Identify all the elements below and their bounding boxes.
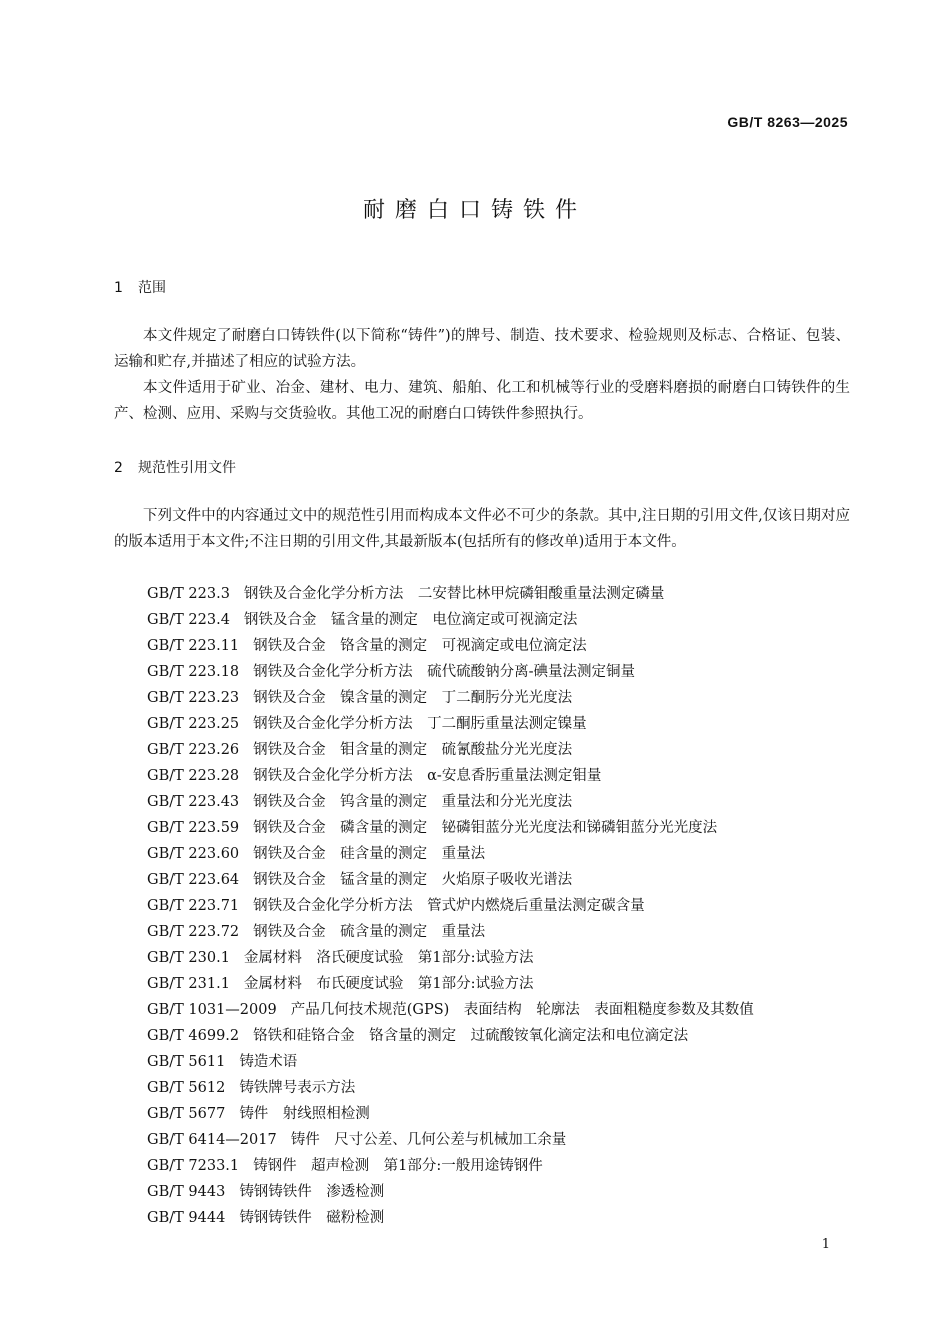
reference-title: 铸件 射线照相检测 [239,1106,370,1122]
reference-item [147,945,857,971]
reference-code: GB/T 223.26 [147,742,240,758]
reference-title: 铸钢铸铁件 磁粉检测 [239,1210,385,1226]
reference-title: 金属材料 洛氏硬度试验 第1部分:试验方法 [243,950,534,966]
reference-code: GB/T 7233.1 [147,1158,240,1174]
reference-code: GB/T 4699.2 [147,1028,240,1044]
reference-title: 钢铁及合金 硫含量的测定 重量法 [253,924,486,940]
reference-code: GB/T 223.43 [147,794,240,810]
reference-code: GB/T 223.18 [147,664,240,680]
reference-item [147,919,857,945]
section-title: 范围 [138,280,166,296]
reference-code: GB/T 5612 [147,1080,226,1096]
reference-title: 产品几何技术规范(GPS) 表面结构 轮廓法 表面粗糙度参数及其数值 [290,1002,754,1018]
reference-title: 铸钢铸铁件 渗透检测 [239,1184,385,1200]
reference-item [147,1179,857,1205]
reference-item [147,1127,857,1153]
reference-list [147,581,857,1231]
reference-code: GB/T 5677 [147,1106,226,1122]
reference-item [147,893,857,919]
reference-item [147,763,857,789]
reference-title: 钢铁及合金 镍含量的测定 丁二酮肟分光光度法 [253,690,573,706]
reference-title: 钢铁及合金化学分析方法 管式炉内燃烧后重量法测定碳含量 [253,898,645,914]
section-number: 1 [114,280,123,296]
reference-code: GB/T 223.28 [147,768,240,784]
reference-title: 钢铁及合金化学分析方法 丁二酮肟重量法测定镍量 [253,716,587,732]
reference-item [147,633,857,659]
reference-code: GB/T 223.23 [147,690,240,706]
reference-title: 钢铁及合金 硅含量的测定 重量法 [253,846,486,862]
reference-code: GB/T 6414—2017 [147,1132,277,1148]
standard-number: GB/T 8263—2025 [727,114,848,130]
section-1-paragraph-2: 本文件适用于矿业、冶金、建材、电力、建筑、船舶、化工和机械等行业的受磨料磨损的耐磨白口铸铁件的生产、检测、应用、采购与交货验收。其他工况的耐磨白口铸铁件参照执行。 [114,380,850,422]
reference-item [147,711,857,737]
reference-title: 铸钢件 超声检测 第1部分:一般用途铸钢件 [253,1158,543,1174]
reference-code: GB/T 223.4 [147,612,230,628]
reference-item [147,1205,857,1231]
reference-code: GB/T 1031—2009 [147,1002,277,1018]
reference-code: GB/T 223.11 [147,638,240,654]
reference-code: GB/T 223.60 [147,846,240,862]
reference-item [147,659,857,685]
reference-title: 钢铁及合金 钼含量的测定 硫氰酸盐分光光度法 [253,742,573,758]
reference-item [147,685,857,711]
section-2-paragraph-1: 下列文件中的内容通过文中的规范性引用而构成本文件必不可少的条款。其中,注日期的引用文件,仅该日期对应的版本适用于本文件;不注日期的引用文件,其最新版本(包括所有的修改单)适用于本文件。 [114,508,850,550]
reference-item [147,789,857,815]
reference-item [147,815,857,841]
reference-code: GB/T 223.71 [147,898,240,914]
section-2-heading [114,457,236,477]
reference-title: 金属材料 布氏硬度试验 第1部分:试验方法 [243,976,534,992]
reference-item [147,607,857,633]
reference-item [147,737,857,763]
section-1-heading [114,277,166,297]
reference-item [147,997,857,1023]
reference-item [147,1075,857,1101]
reference-code: GB/T 223.25 [147,716,240,732]
reference-title: 铬铁和硅铬合金 铬含量的测定 过硫酸铵氧化滴定法和电位滴定法 [253,1028,689,1044]
reference-title: 铸造术语 [239,1054,298,1070]
reference-item [147,581,857,607]
reference-item [147,971,857,997]
reference-code: GB/T 223.72 [147,924,240,940]
reference-item [147,1101,857,1127]
section-title: 规范性引用文件 [138,460,236,476]
reference-title: 钢铁及合金 铬含量的测定 可视滴定或电位滴定法 [253,638,587,654]
reference-code: GB/T 230.1 [147,950,230,966]
reference-title: 钢铁及合金 钨含量的测定 重量法和分光光度法 [253,794,573,810]
reference-title: 钢铁及合金化学分析方法 硫代硫酸钠分离-碘量法测定铜量 [253,664,636,680]
reference-item [147,1049,857,1075]
reference-title: 钢铁及合金 磷含量的测定 铋磷钼蓝分光光度法和锑磷钼蓝分光光度法 [253,820,718,836]
document-title: 耐磨白口铸铁件 [362,198,587,223]
reference-title: 钢铁及合金 锰含量的测定 电位滴定或可视滴定法 [243,612,578,628]
reference-title: 铸铁牌号表示方法 [239,1080,356,1096]
reference-item [147,1023,857,1049]
reference-code: GB/T 223.64 [147,872,240,888]
reference-title: 钢铁及合金化学分析方法 α-安息香肟重量法测定钼量 [253,768,602,784]
reference-item [147,841,857,867]
reference-title: 钢铁及合金化学分析方法 二安替比林甲烷磷钼酸重量法测定磷量 [243,586,665,602]
page-number: 1 [821,1237,830,1252]
reference-item [147,867,857,893]
section-1-paragraph-1: 本文件规定了耐磨白口铸铁件(以下简称“铸件”)的牌号、制造、技术要求、检验规则及标志、合格证、包装、运输和贮存,并描述了相应的试验方法。 [114,328,850,370]
reference-code: GB/T 231.1 [147,976,230,992]
reference-code: GB/T 223.3 [147,586,230,602]
reference-code: GB/T 5611 [147,1054,226,1070]
reference-item [147,1153,857,1179]
reference-title: 铸件 尺寸公差、几何公差与机械加工余量 [290,1132,567,1148]
reference-code: GB/T 223.59 [147,820,240,836]
section-number: 2 [114,460,123,476]
reference-code: GB/T 9443 [147,1184,226,1200]
reference-title: 钢铁及合金 锰含量的测定 火焰原子吸收光谱法 [253,872,573,888]
reference-code: GB/T 9444 [147,1210,226,1226]
